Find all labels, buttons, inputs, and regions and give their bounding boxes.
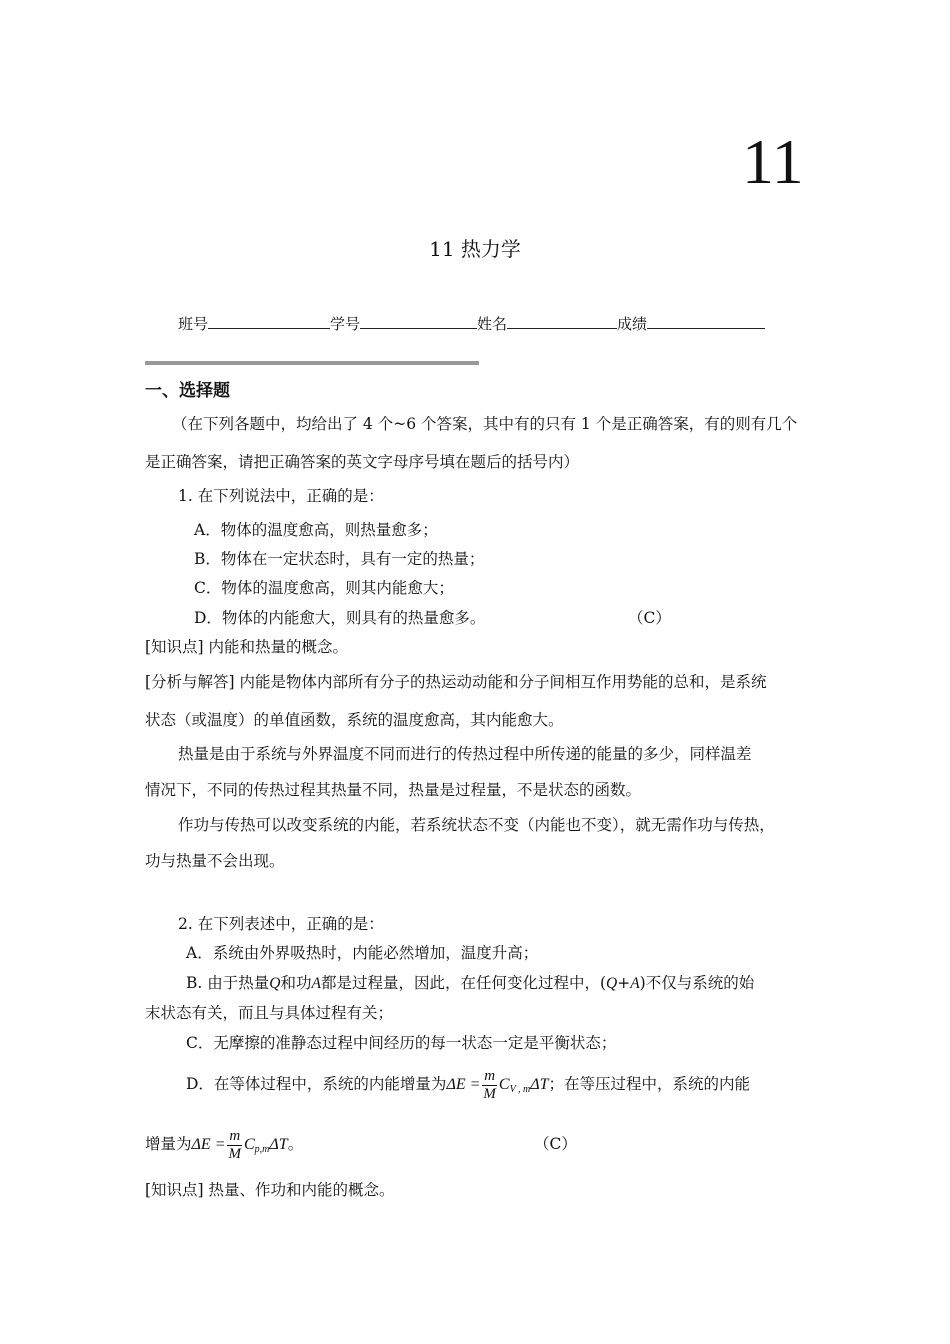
formula-fraction xyxy=(227,1128,242,1163)
chapter-number: 11 xyxy=(742,126,804,197)
q2-option-b-line-1 xyxy=(186,973,754,994)
student-info-row xyxy=(178,312,765,335)
q2-option-b-work-symbol: A xyxy=(311,975,321,992)
q2-option-b-text-4: )不仅与系统的始 xyxy=(639,974,755,992)
q1-stem: 1. 在下列说法中，正确的是： xyxy=(178,487,384,505)
q1-option-d: D．物体的内能愈大，则具有的热量愈多。 xyxy=(194,609,486,627)
q2-option-b-heat-symbol: Q xyxy=(269,975,281,992)
formula-subscript-p: p,m xyxy=(254,1144,270,1155)
formula-delta-e: ΔE xyxy=(446,1076,466,1093)
q2-answer: （C） xyxy=(534,1135,577,1153)
q2-option-b-q-symbol: Q xyxy=(606,975,618,992)
id-blank[interactable] xyxy=(360,312,477,329)
q2-option-b-text-3: 都是过程量，因此，在任何变化过程中，( xyxy=(320,974,606,992)
q2-option-d-line-2 xyxy=(145,1126,303,1168)
formula-equals: = xyxy=(469,1076,481,1093)
q2-option-b-line-2: 末状态有关，而且与具体过程有关； xyxy=(145,1004,394,1022)
q2-option-d-text-1: D．在等体过程中，系统的内能增量为 xyxy=(186,1075,447,1093)
name-blank[interactable] xyxy=(507,312,617,329)
formula-subscript-v: V , m xyxy=(509,1084,531,1095)
q1-analysis-line-1: [分析与解答] 内能是物体内部所有分子的热运动动能和分子间相互作用势能的总和，是系统 xyxy=(145,673,767,691)
q1-option-b: B．物体在一定状态时，具有一定的热量； xyxy=(194,550,485,568)
q1-para3-line-2: 功与热量不会出现。 xyxy=(145,852,285,870)
q2-option-b-a-symbol: A xyxy=(630,975,640,992)
q2-option-d-text-2: ；在等压过程中，系统的内能 xyxy=(548,1075,751,1093)
q1-option-c: C．物体的温度愈高，则其内能愈大； xyxy=(194,579,454,597)
formula-equals: = xyxy=(214,1136,226,1153)
q2-stem: 2. 在下列表述中，正确的是： xyxy=(178,915,384,933)
class-blank[interactable] xyxy=(208,312,330,329)
score-label: 成绩 xyxy=(617,315,648,333)
formula-delta-e: ΔE xyxy=(191,1136,211,1153)
q2-knowledge: [知识点] 热量、作功和内能的概念。 xyxy=(145,1181,395,1199)
formula-denominator: M xyxy=(483,1085,496,1102)
id-label: 学号 xyxy=(330,315,361,333)
q2-option-b-text-1: B. 由于热量 xyxy=(186,974,270,992)
q1-para3-line-1: 作功与传热可以改变系统的内能，若系统状态不变（内能也不变），就无需作功与传热， xyxy=(178,816,775,834)
q2-formula-isobaric xyxy=(191,1127,288,1162)
formula-delta-t: ΔT xyxy=(530,1076,549,1093)
q1-option-a: A．物体的温度愈高，则热量愈多； xyxy=(194,521,438,539)
score-blank[interactable] xyxy=(647,312,765,329)
class-label: 班号 xyxy=(178,315,209,333)
formula-fraction xyxy=(482,1068,497,1103)
intro-line-2: 是正确答案，请把正确答案的英文字母序号填在题后的括号内） xyxy=(145,453,580,471)
formula-c: C xyxy=(498,1076,510,1093)
name-label: 姓名 xyxy=(477,315,508,333)
formula-numerator: m xyxy=(229,1127,241,1144)
formula-delta-t: ΔT xyxy=(269,1136,288,1153)
q2-option-d-line-2-text: 增量为 xyxy=(145,1135,192,1153)
q2-option-a: A．系统由外界吸热时，内能必然增加，温度升高； xyxy=(186,944,539,962)
q1-answer: （C） xyxy=(628,609,671,627)
q2-option-d-line-1 xyxy=(186,1066,750,1108)
q2-option-d-end: 。 xyxy=(287,1135,304,1153)
page-title: 11 热力学 xyxy=(429,237,521,261)
formula-numerator: m xyxy=(484,1067,496,1084)
section-heading: 一、选择题 xyxy=(145,381,230,401)
formula-c: C xyxy=(243,1136,255,1153)
q2-formula-isochoric xyxy=(446,1067,549,1102)
q2-option-c: C．无摩擦的准静态过程中间经历的每一状态一定是平衡状态； xyxy=(186,1034,617,1052)
q1-knowledge: [知识点] 内能和热量的概念。 xyxy=(145,638,349,656)
q1-para2-line-2: 情况下，不同的传热过程其热量不同，热量是过程量，不是状态的函数。 xyxy=(145,781,642,799)
section-divider xyxy=(145,361,479,365)
intro-line-1: （在下列各题中，均给出了 4 个~6 个答案，其中有的只有 1 个是正确答案，有的则有几个 xyxy=(172,415,798,433)
formula-denominator: M xyxy=(228,1145,241,1162)
q2-option-b-text-2: 和功 xyxy=(280,974,312,992)
q1-para2-line-1: 热量是由于系统与外界温度不同而进行的传热过程中所传递的能量的多少，同样温差 xyxy=(178,745,752,763)
q1-analysis-line-2: 状态（或温度）的单值函数，系统的温度愈高，其内能愈大。 xyxy=(145,711,564,729)
q2-option-b-plus: + xyxy=(617,974,631,992)
